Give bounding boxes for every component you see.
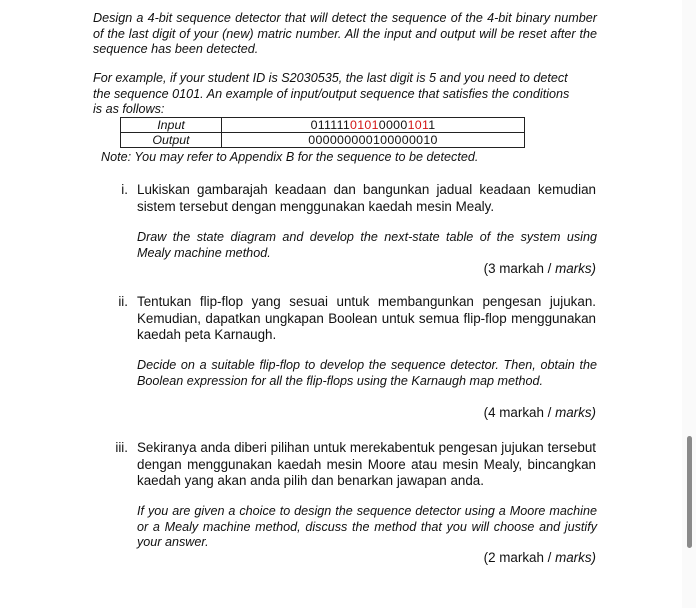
table-row-output	[121, 133, 525, 148]
input-seq-part-3: 0000	[378, 118, 408, 132]
input-sequence	[222, 118, 525, 133]
input-seq-part-5: 1	[428, 118, 436, 132]
question-number: i.	[121, 182, 128, 197]
marks-prefix: (3 markah /	[483, 261, 556, 276]
io-sequence-table	[120, 117, 525, 148]
table-row-input	[121, 118, 525, 133]
example-paragraph	[93, 71, 597, 118]
intro-paragraph: Design a 4-bit sequence detector that will detect the sequence of the 4-bit binary number of the last digit of your (new) matric number. All the input and output will be reset after the sequence has been detected.	[93, 11, 597, 56]
example-line-1: For example, if your student ID is S2030535, the last digit is 5 and you need to detect	[93, 71, 568, 85]
input-seq-part-4-highlight: 101	[407, 118, 429, 132]
output-label: Output	[121, 133, 222, 148]
marks-prefix: (4 markah /	[483, 405, 556, 420]
marks-label	[380, 261, 596, 276]
marks-suffix: marks)	[555, 550, 596, 565]
input-seq-part-1: 011111	[310, 118, 351, 132]
marks-label	[380, 405, 596, 420]
marks-prefix: (2 markah /	[483, 550, 556, 565]
example-line-2: the sequence 0101. An example of input/output sequence that satisfies the conditions	[93, 86, 570, 101]
input-label: Input	[121, 118, 222, 133]
marks-suffix: marks)	[555, 261, 596, 276]
question-english-text: If you are given a choice to design the sequence detector using a Moore machine or a Mealy machine method, discuss the method that you will choose and justify your answer.	[137, 504, 597, 549]
input-seq-part-2-highlight: 0101	[350, 118, 379, 132]
marks-suffix: marks)	[555, 405, 596, 420]
question-number: iii.	[115, 440, 128, 455]
question-malay-text: Sekiranya anda diberi pilihan untuk merekabentuk pengesan jujukan tersebut dengan menggunakan kaedah mesin Moore atau mesin Mealy, bincangkan kaedah yang akan anda pilih dan benarkan jawapan anda.	[137, 440, 596, 488]
example-line-3: is as follows:	[93, 102, 165, 116]
scrollbar-thumb[interactable]	[687, 436, 692, 548]
output-sequence: 000000000100000010	[222, 133, 525, 148]
question-malay-text: Tentukan flip-flop yang sesuai untuk membangunkan pengesan jujukan. Kemudian, dapatkan ungkapan Boolean untuk semua flip-flop menggunakan kaedah peta Karnaugh.	[137, 294, 596, 342]
question-malay-text: Lukiskan gambarajah keadaan dan bangunkan jadual keadaan kemudian sistem tersebut dengan menggunakan kaedah mesin Mealy.	[137, 182, 596, 214]
scrollbar-track[interactable]	[682, 0, 696, 608]
marks-label	[380, 550, 596, 565]
appendix-note: Note: You may refer to Appendix B for the sequence to be detected.	[101, 150, 479, 164]
question-number: ii.	[118, 294, 128, 309]
question-english-text: Decide on a suitable flip-flop to develop the sequence detector. Then, obtain the Boolean expression for all the flip-flops using the Karnaugh map method.	[137, 358, 597, 388]
question-english-text: Draw the state diagram and develop the next-state table of the system using Mealy machine method.	[137, 230, 597, 260]
